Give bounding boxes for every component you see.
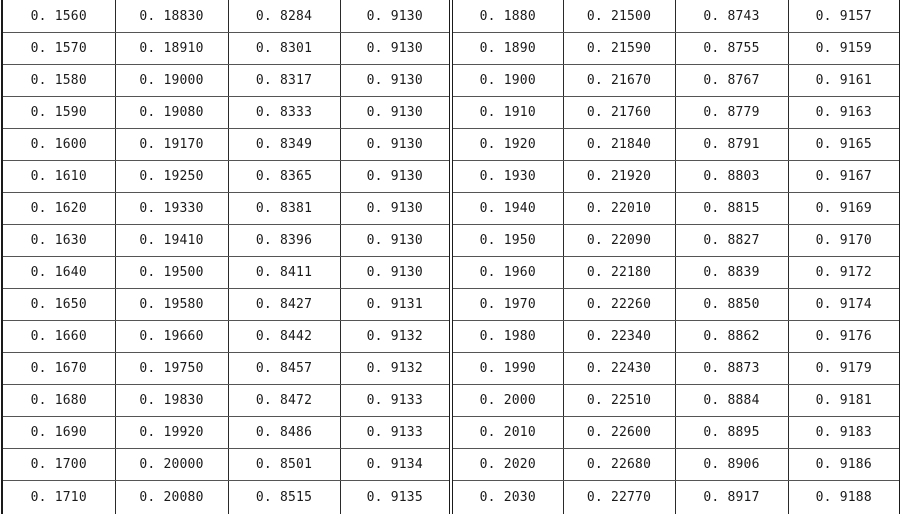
table-row <box>2 257 900 289</box>
table-cell: 0. 22680 <box>563 449 675 481</box>
table-cell: 0. 19410 <box>115 225 228 257</box>
table-cell: 0. 19250 <box>115 161 228 193</box>
table-cell: 0. 1890 <box>451 33 563 65</box>
table-row <box>2 33 900 65</box>
table-cell: 0. 8779 <box>675 97 788 129</box>
table-cell: 0. 8873 <box>675 353 788 385</box>
table-cell: 0. 19000 <box>115 65 228 97</box>
table-cell: 0. 9134 <box>340 449 451 481</box>
table-cell: 0. 21500 <box>563 0 675 33</box>
table-cell: 0. 9130 <box>340 257 451 289</box>
table-row <box>2 225 900 257</box>
table-cell: 0. 8365 <box>228 161 340 193</box>
table-cell: 0. 1600 <box>2 129 115 161</box>
table-cell: 0. 9135 <box>340 481 451 514</box>
table-cell: 0. 21840 <box>563 129 675 161</box>
table-cell: 0. 1570 <box>2 33 115 65</box>
table-cell: 0. 1650 <box>2 289 115 321</box>
table-row <box>2 481 900 514</box>
table-row <box>2 449 900 481</box>
table-cell: 0. 8884 <box>675 385 788 417</box>
table-cell: 0. 9133 <box>340 385 451 417</box>
table-cell: 0. 1640 <box>2 257 115 289</box>
table-cell: 0. 8850 <box>675 289 788 321</box>
table-cell: 0. 9183 <box>788 417 900 449</box>
table-cell: 0. 9133 <box>340 417 451 449</box>
table-cell: 0. 1930 <box>451 161 563 193</box>
table-cell: 0. 22770 <box>563 481 675 514</box>
table-cell: 0. 1700 <box>2 449 115 481</box>
table-cell: 0. 21590 <box>563 33 675 65</box>
table-cell: 0. 9163 <box>788 97 900 129</box>
table-cell: 0. 9176 <box>788 321 900 353</box>
table-cell: 0. 8349 <box>228 129 340 161</box>
table-cell: 0. 8427 <box>228 289 340 321</box>
table-cell: 0. 9186 <box>788 449 900 481</box>
table-cell: 0. 22260 <box>563 289 675 321</box>
table-cell: 0. 8803 <box>675 161 788 193</box>
table-row <box>2 65 900 97</box>
table-cell: 0. 18830 <box>115 0 228 33</box>
table-cell: 0. 8839 <box>675 257 788 289</box>
table-cell: 0. 8767 <box>675 65 788 97</box>
table-row <box>2 289 900 321</box>
table-cell: 0. 22340 <box>563 321 675 353</box>
table-cell: 0. 9131 <box>340 289 451 321</box>
table-cell: 0. 1880 <box>451 0 563 33</box>
table-row <box>2 0 900 33</box>
table-cell: 0. 22010 <box>563 193 675 225</box>
table-cell: 0. 9130 <box>340 0 451 33</box>
table-body <box>2 0 900 514</box>
table-cell: 0. 20000 <box>115 449 228 481</box>
table-row <box>2 385 900 417</box>
table-cell: 0. 9170 <box>788 225 900 257</box>
table-cell: 0. 9161 <box>788 65 900 97</box>
table-cell: 0. 1950 <box>451 225 563 257</box>
table-cell: 0. 9130 <box>340 97 451 129</box>
table-cell: 0. 8396 <box>228 225 340 257</box>
table-cell: 0. 19920 <box>115 417 228 449</box>
table-cell: 0. 1560 <box>2 0 115 33</box>
table-cell: 0. 8791 <box>675 129 788 161</box>
table-cell: 0. 9132 <box>340 321 451 353</box>
table-cell: 0. 9174 <box>788 289 900 321</box>
table-cell: 0. 22510 <box>563 385 675 417</box>
table-cell: 0. 8381 <box>228 193 340 225</box>
table-cell: 0. 9130 <box>340 129 451 161</box>
table-cell: 0. 19580 <box>115 289 228 321</box>
table-cell: 0. 8515 <box>228 481 340 514</box>
table-cell: 0. 19500 <box>115 257 228 289</box>
table-cell: 0. 8755 <box>675 33 788 65</box>
table-cell: 0. 9181 <box>788 385 900 417</box>
table-cell: 0. 1960 <box>451 257 563 289</box>
table-cell: 0. 9167 <box>788 161 900 193</box>
table-cell: 0. 9157 <box>788 0 900 33</box>
table-cell: 0. 8472 <box>228 385 340 417</box>
table-row <box>2 353 900 385</box>
table-cell: 0. 1990 <box>451 353 563 385</box>
table-cell: 0. 1620 <box>2 193 115 225</box>
table-cell: 0. 22180 <box>563 257 675 289</box>
table-cell: 0. 8301 <box>228 33 340 65</box>
table-cell: 0. 1680 <box>2 385 115 417</box>
table-cell: 0. 8411 <box>228 257 340 289</box>
table-cell: 0. 1940 <box>451 193 563 225</box>
table-cell: 0. 19330 <box>115 193 228 225</box>
table-cell: 0. 8457 <box>228 353 340 385</box>
table-cell: 0. 8917 <box>675 481 788 514</box>
table-row <box>2 129 900 161</box>
table-cell: 0. 8815 <box>675 193 788 225</box>
table-cell: 0. 21920 <box>563 161 675 193</box>
table-row <box>2 417 900 449</box>
table-cell: 0. 8501 <box>228 449 340 481</box>
table-cell: 0. 19830 <box>115 385 228 417</box>
table-cell: 0. 22430 <box>563 353 675 385</box>
table-cell: 0. 2030 <box>451 481 563 514</box>
table-cell: 0. 1660 <box>2 321 115 353</box>
table-cell: 0. 1920 <box>451 129 563 161</box>
table-cell: 0. 1670 <box>2 353 115 385</box>
table-cell: 0. 19750 <box>115 353 228 385</box>
table-cell: 0. 1610 <box>2 161 115 193</box>
table-cell: 0. 9130 <box>340 33 451 65</box>
table-cell: 0. 1980 <box>451 321 563 353</box>
table-cell: 0. 1710 <box>2 481 115 514</box>
table-cell: 0. 8906 <box>675 449 788 481</box>
table-row <box>2 161 900 193</box>
table-cell: 0. 1690 <box>2 417 115 449</box>
table-cell: 0. 8827 <box>675 225 788 257</box>
table-cell: 0. 2020 <box>451 449 563 481</box>
table-cell: 0. 9132 <box>340 353 451 385</box>
table-cell: 0. 8442 <box>228 321 340 353</box>
table-cell: 0. 8284 <box>228 0 340 33</box>
table-cell: 0. 1900 <box>451 65 563 97</box>
table-cell: 0. 22600 <box>563 417 675 449</box>
table-cell: 0. 18910 <box>115 33 228 65</box>
table-cell: 0. 8743 <box>675 0 788 33</box>
table-cell: 0. 22090 <box>563 225 675 257</box>
table-cell: 0. 21760 <box>563 97 675 129</box>
table-row <box>2 193 900 225</box>
table-cell: 0. 9130 <box>340 193 451 225</box>
table-cell: 0. 9130 <box>340 225 451 257</box>
table-cell: 0. 8317 <box>228 65 340 97</box>
table-cell: 0. 9159 <box>788 33 900 65</box>
table-cell: 0. 9188 <box>788 481 900 514</box>
table-cell: 0. 2010 <box>451 417 563 449</box>
table-cell: 0. 19660 <box>115 321 228 353</box>
table-cell: 0. 8895 <box>675 417 788 449</box>
table-cell: 0. 8486 <box>228 417 340 449</box>
table-cell: 0. 1630 <box>2 225 115 257</box>
table-cell: 0. 1970 <box>451 289 563 321</box>
table-cell: 0. 9130 <box>340 65 451 97</box>
table-cell: 0. 21670 <box>563 65 675 97</box>
table-cell: 0. 1580 <box>2 65 115 97</box>
table-cell: 0. 8333 <box>228 97 340 129</box>
table-cell: 0. 8862 <box>675 321 788 353</box>
table-cell: 0. 9172 <box>788 257 900 289</box>
table-cell: 0. 9179 <box>788 353 900 385</box>
data-table <box>1 0 900 514</box>
table-cell: 0. 9169 <box>788 193 900 225</box>
table-row <box>2 321 900 353</box>
table-cell: 0. 9165 <box>788 129 900 161</box>
table-cell: 0. 2000 <box>451 385 563 417</box>
table-cell: 0. 19080 <box>115 97 228 129</box>
table-cell: 0. 19170 <box>115 129 228 161</box>
table-cell: 0. 1910 <box>451 97 563 129</box>
table-cell: 0. 1590 <box>2 97 115 129</box>
table-cell: 0. 20080 <box>115 481 228 514</box>
table-cell: 0. 9130 <box>340 161 451 193</box>
table-row <box>2 97 900 129</box>
